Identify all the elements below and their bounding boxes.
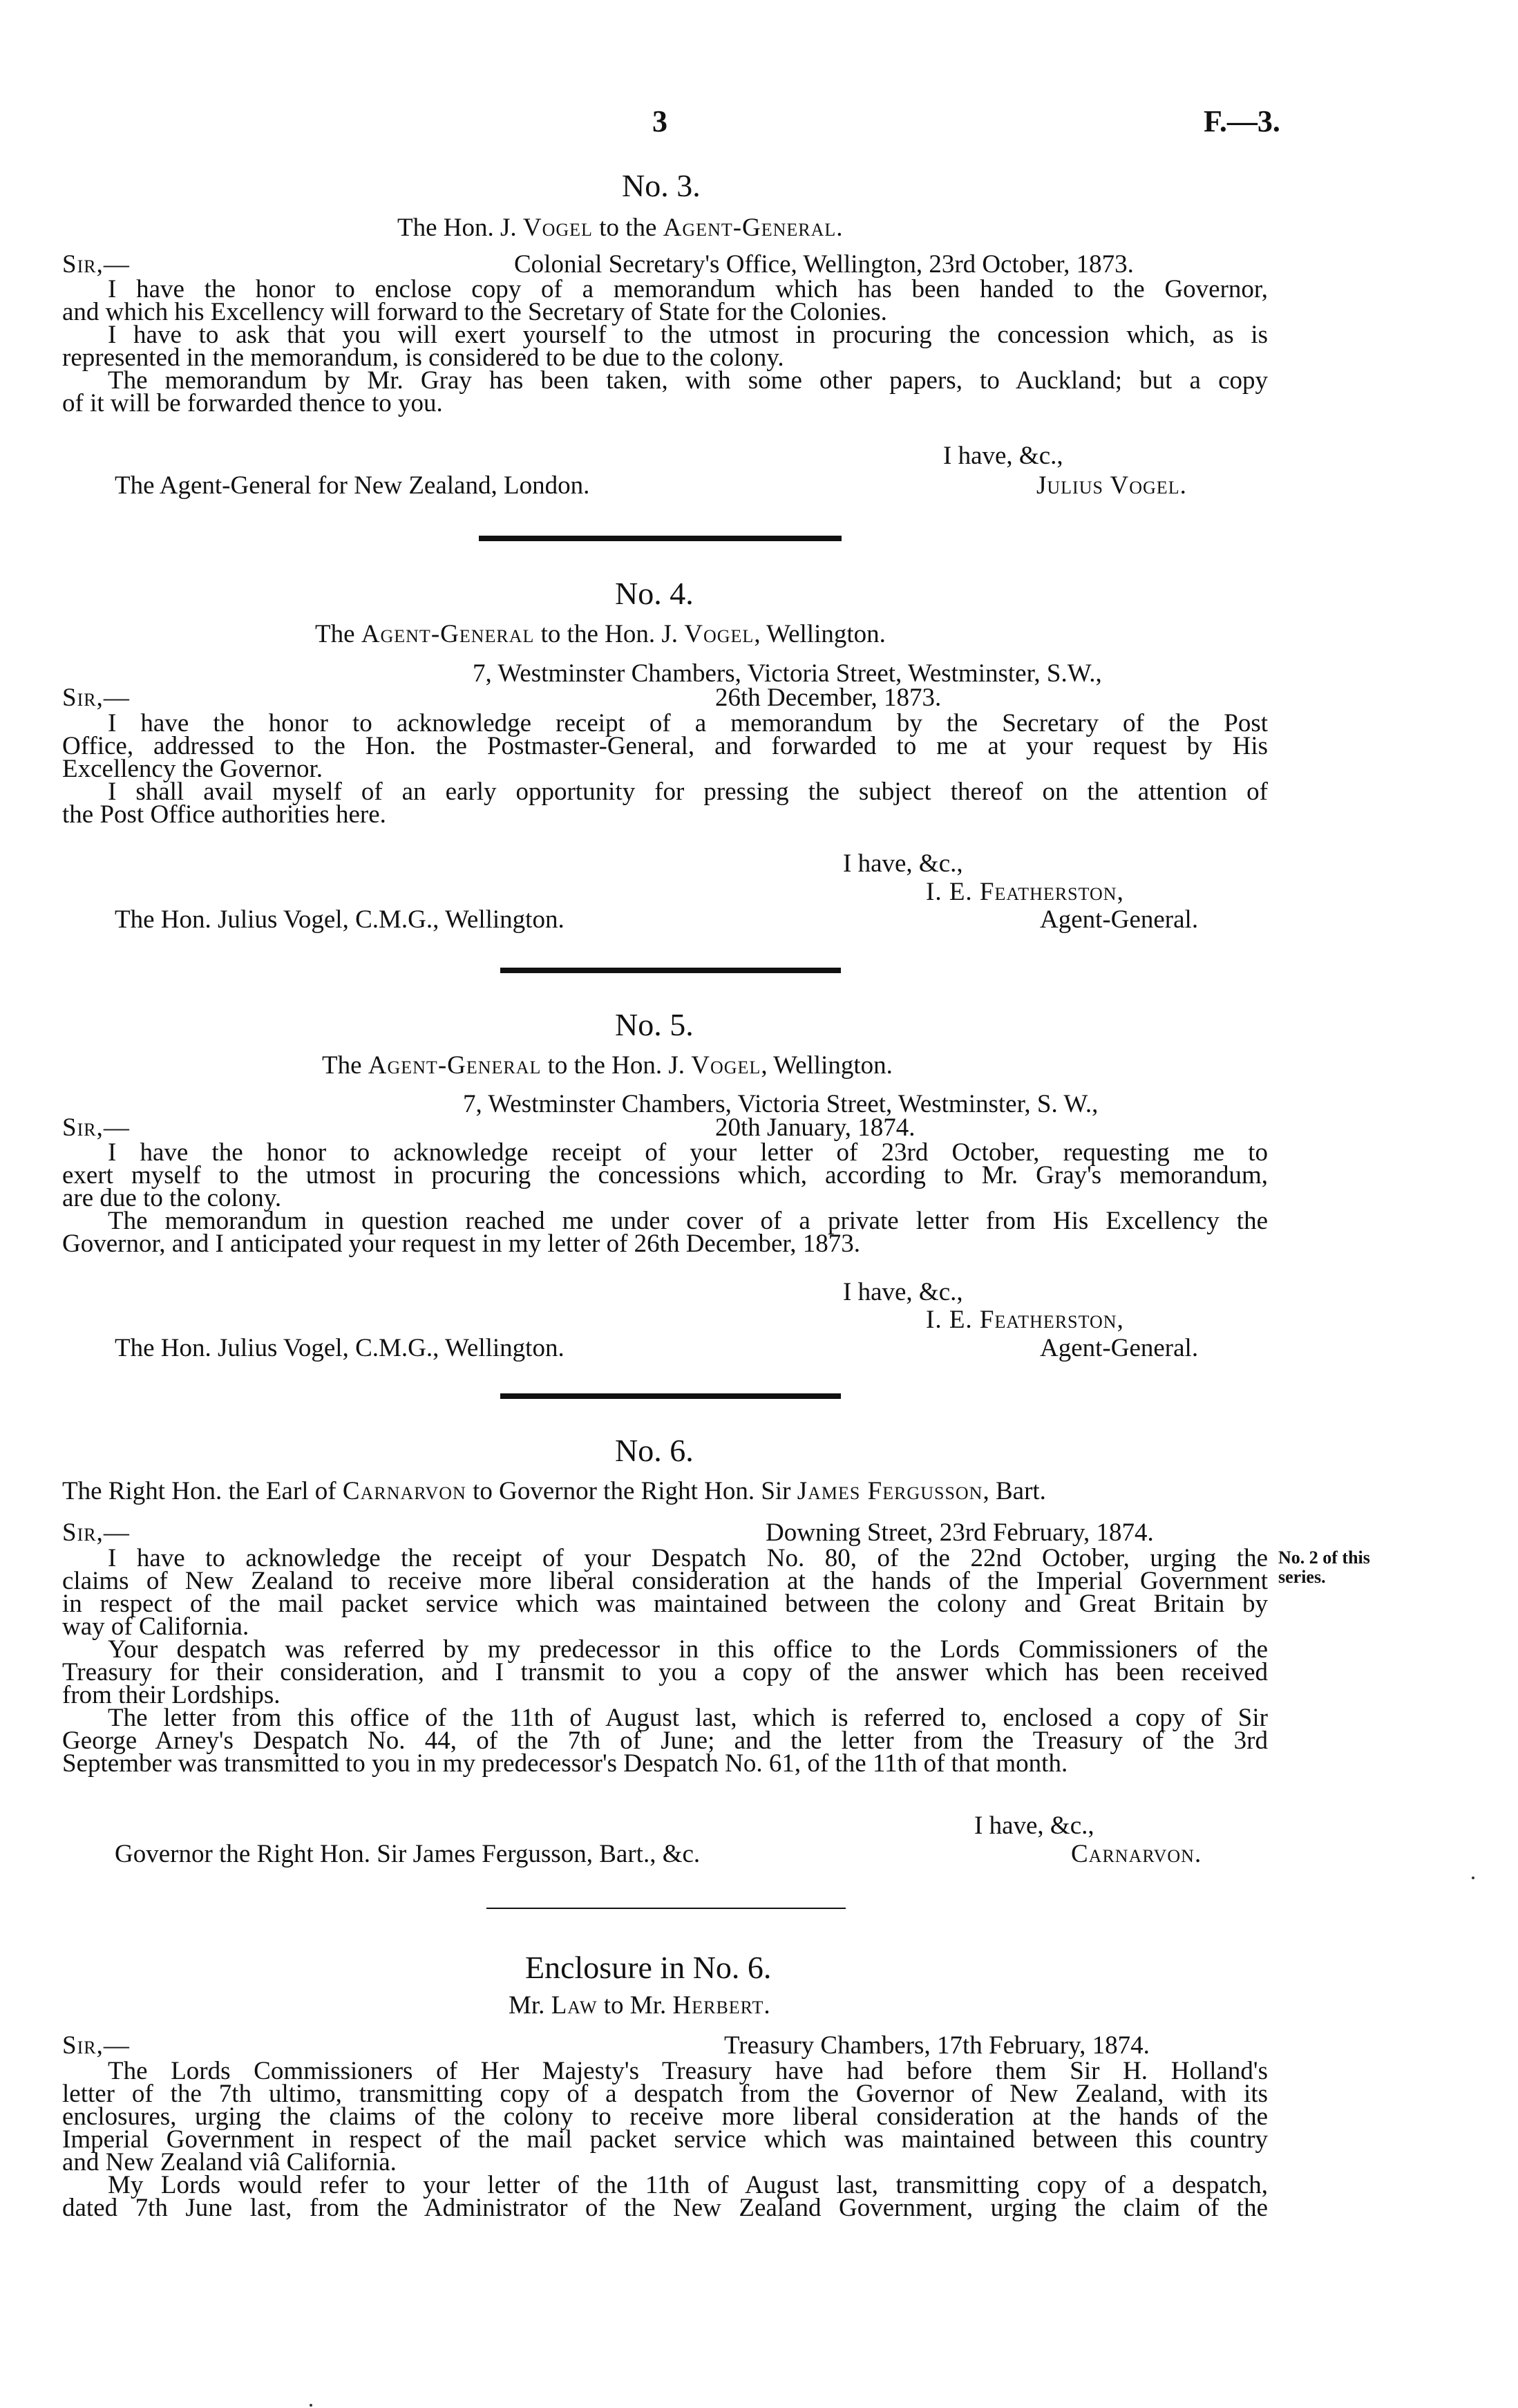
text-line: are due to the colony.: [62, 1184, 282, 1212]
text-line: from their Lordships.: [62, 1681, 281, 1709]
section-4-signatory-title: Agent-General.: [1040, 905, 1199, 934]
section-divider: [500, 968, 841, 973]
text-line: Imperial Government in respect of the mail packet service which was maintained between this country: [62, 2125, 1268, 2154]
section-6-address: Downing Street, 23rd February, 1874.: [766, 1518, 1154, 1547]
section-4-closing: I have, &c.,: [843, 849, 963, 878]
section-5-heading: No. 5.: [615, 1007, 694, 1042]
text-line: in respect of the mail packet service which was maintained between the colony and Great Britain by: [62, 1590, 1268, 1618]
text-line: The letter from this office of the 11th of August last, which is referred to, enclosed a copy of Sir: [108, 1704, 1268, 1732]
text-line: and which his Excellency will forward to the Secretary of State for the Colonies.: [62, 298, 887, 326]
section-4-signature: I. E. Featherston,: [926, 878, 1124, 906]
text-line: Office, addressed to the Hon. the Postmaster-General, and forwarded to me at your request by His: [62, 732, 1268, 760]
document-reference: F.—3.: [1204, 104, 1280, 138]
section-4-subtitle: The Agent-General to the Hon. J. Vogel, Wellington.: [315, 620, 886, 648]
section-5-signatory-title: Agent-General.: [1040, 1334, 1199, 1362]
section-4-address-line-1: 7, Westminster Chambers, Victoria Street, Westminster, S.W.,: [473, 659, 1102, 688]
section-5-body: [62, 1138, 1268, 1258]
text-line: The memorandum in question reached me under cover of a private letter from His Excellency the: [108, 1207, 1268, 1235]
section-6-heading: No. 6.: [615, 1433, 694, 1468]
section-3-heading: No. 3.: [622, 168, 701, 203]
section-6-recipient: Governor the Right Hon. Sir James Fergusson, Bart., &c.: [115, 1840, 701, 1868]
section-4-recipient: The Hon. Julius Vogel, C.M.G., Wellington.: [115, 905, 564, 934]
text-line: enclosures, urging the claims of the colony to receive more liberal consideration at the hands of the: [62, 2103, 1268, 2131]
section-6-salutation: Sir,—: [62, 1518, 130, 1547]
text-line: claims of New Zealand to receive more liberal consideration at the hands of the Imperial Government: [62, 1567, 1268, 1595]
enclosure-subtitle: Mr. Law to Mr. Herbert.: [509, 1991, 771, 2020]
page-number: 3: [652, 104, 667, 138]
text-line: represented in the memorandum, is considered to be due to the colony.: [62, 344, 784, 372]
margin-note: No. 2 of this series.: [1278, 1548, 1370, 1587]
text-line: I have the honor to acknowledge receipt of a memorandum by the Secretary of the Post: [108, 709, 1268, 737]
section-6-closing: I have, &c.,: [974, 1812, 1094, 1840]
text-line: I have to ask that you will exert yourself to the utmost in procuring the concession which, as is: [108, 321, 1268, 349]
text-line: letter of the 7th ultimo, transmitting copy of a despatch from the Governor of New Zealand, with its: [62, 2080, 1268, 2108]
print-speck: [1472, 1876, 1474, 1879]
section-5-address-line-1: 7, Westminster Chambers, Victoria Street, Westminster, S. W.,: [463, 1090, 1099, 1118]
section-3-subtitle: The Hon. J. Vogel to the Agent-General.: [397, 214, 844, 242]
text-line: I have to acknowledge the receipt of your Despatch No. 80, of the 22nd October, urging the: [108, 1544, 1268, 1572]
text-line: dated 7th June last, from the Administrator of the New Zealand Government, urging the claim of the: [62, 2194, 1268, 2222]
enclosure-address: Treasury Chambers, 17th February, 1874.: [724, 2031, 1150, 2060]
text-line: the Post Office authorities here.: [62, 800, 386, 829]
section-3-signature: Julius Vogel.: [1036, 471, 1187, 500]
enclosure-body: [62, 2057, 1268, 2222]
section-6-body: [62, 1544, 1268, 1778]
text-line: My Lords would refer to your letter of the 11th of August last, transmitting copy of a despatch,: [108, 2171, 1268, 2199]
section-4-heading: No. 4.: [615, 576, 694, 611]
enclosure-salutation: Sir,—: [62, 2031, 130, 2060]
text-line: The Lords Commissioners of Her Majesty's Treasury have had before them Sir H. Holland's: [108, 2057, 1268, 2085]
text-line: and New Zealand viâ California.: [62, 2148, 397, 2176]
section-6-signature: Carnarvon.: [1071, 1840, 1202, 1868]
section-5-salutation: Sir,—: [62, 1113, 130, 1142]
section-5-address-line-2: 20th January, 1874.: [715, 1113, 915, 1142]
text-line: exert myself to the utmost in procuring the concessions which, according to Mr. Gray's memorandum,: [62, 1161, 1268, 1189]
text-line: The memorandum by Mr. Gray has been taken, with some other papers, to Auckland; but a copy: [108, 366, 1268, 395]
section-3-salutation: Sir,—: [62, 250, 130, 279]
text-line: Your despatch was referred by my predecessor in this office to the Lords Commissioners of the: [108, 1635, 1268, 1664]
print-speck: [310, 2404, 312, 2407]
text-line: of it will be forwarded thence to you.: [62, 389, 443, 417]
text-line: Treasury for their consideration, and I transmit to you a copy of the answer which has been received: [62, 1658, 1268, 1686]
section-divider: [479, 536, 842, 541]
section-5-subtitle: The Agent-General to the Hon. J. Vogel, Wellington.: [322, 1051, 893, 1080]
section-4-salutation: Sir,—: [62, 684, 130, 712]
enclosure-heading: Enclosure in No. 6.: [525, 1950, 772, 1985]
text-line: September was transmitted to you in my predecessor's Despatch No. 61, of the 11th of that month.: [62, 1749, 1068, 1778]
section-3-closing: I have, &c.,: [943, 442, 1063, 470]
section-divider: [486, 1908, 846, 1909]
section-5-closing: I have, &c.,: [843, 1278, 963, 1306]
section-3-recipient: The Agent-General for New Zealand, London.: [115, 471, 590, 500]
section-6-subtitle: The Right Hon. the Earl of Carnarvon to Governor the Right Hon. Sir James Fergusson, Bart.: [62, 1477, 1046, 1505]
text-line: way of California.: [62, 1612, 249, 1641]
text-line: I have the honor to acknowledge receipt of your letter of 23rd October, requesting me to: [108, 1138, 1268, 1167]
section-5-signature: I. E. Featherston,: [926, 1306, 1124, 1334]
text-line: I shall avail myself of an early opportunity for pressing the subject thereof on the attention of: [108, 778, 1268, 806]
text-line: I have the honor to enclose copy of a memorandum which has been handed to the Governor,: [108, 275, 1268, 303]
section-3-body: [62, 275, 1268, 417]
section-4-address-line-2: 26th December, 1873.: [715, 684, 942, 712]
text-line: Governor, and I anticipated your request in my letter of 26th December, 1873.: [62, 1230, 860, 1258]
text-line: Excellency the Governor.: [62, 755, 323, 783]
section-4-body: [62, 709, 1268, 829]
section-divider: [500, 1393, 841, 1399]
section-5-recipient: The Hon. Julius Vogel, C.M.G., Wellington.: [115, 1334, 564, 1362]
text-line: George Arney's Despatch No. 44, of the 7th of June; and the letter from the Treasury of the 3rd: [62, 1727, 1268, 1755]
section-3-address: Colonial Secretary's Office, Wellington, 23rd October, 1873.: [514, 250, 1134, 279]
